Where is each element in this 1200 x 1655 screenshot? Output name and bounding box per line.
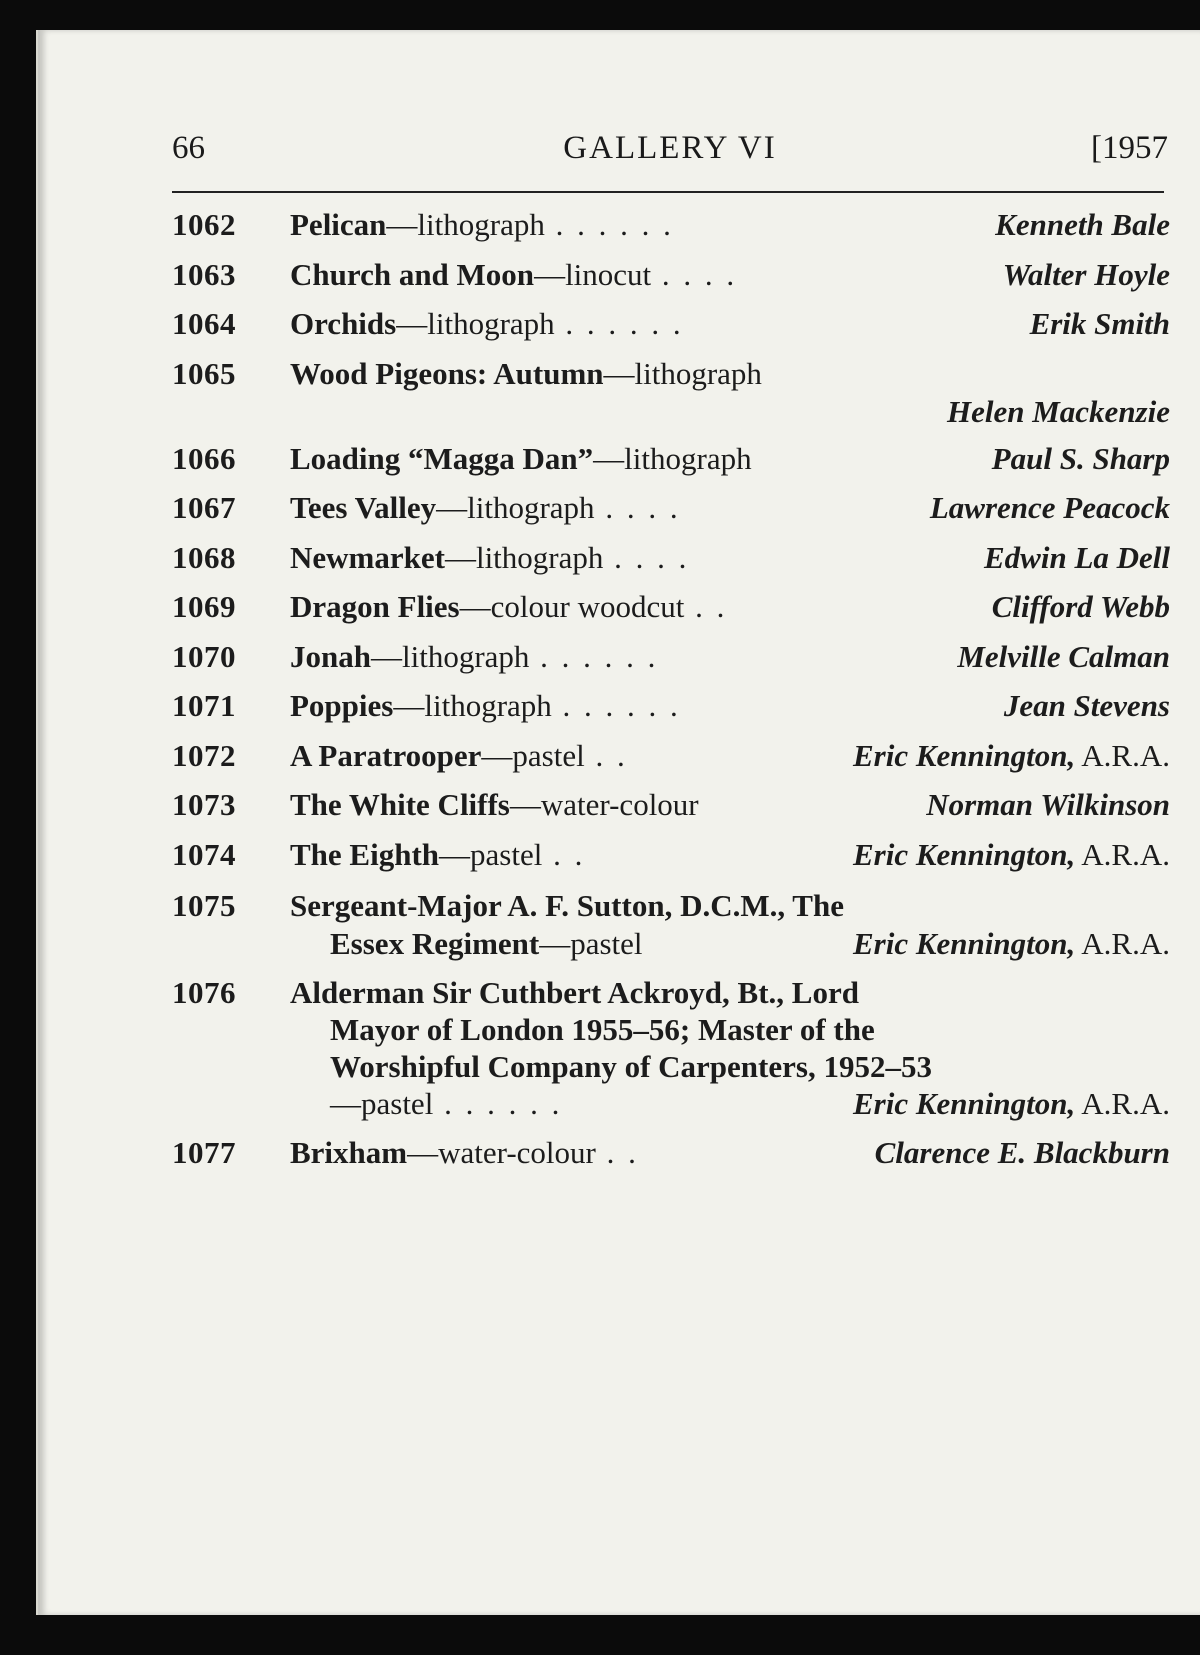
catalogue-entry <box>172 681 1170 731</box>
entry-number: 1073 <box>172 787 236 822</box>
catalogue-entries <box>172 200 1170 1178</box>
catalogue-entry <box>172 250 1170 300</box>
entry-number: 1069 <box>172 589 236 624</box>
entry-title: A Paratrooper—pastel . . <box>290 737 628 773</box>
entry-artist: Walter Hoyle <box>1002 256 1170 292</box>
entry-title-line: Worshipful Company of Carpenters, 1952–53 <box>330 1049 932 1084</box>
entry-artist: Eric Kennington, A.R.A. <box>853 926 1170 961</box>
catalogue-entry <box>172 780 1170 830</box>
catalogue-entry <box>172 632 1170 682</box>
entry-number: 1074 <box>172 836 236 872</box>
entry-number: 1068 <box>172 539 236 575</box>
header-rule <box>172 191 1164 193</box>
entry-number: 1063 <box>172 256 236 292</box>
entry-number: 1076 <box>172 975 236 1010</box>
entry-number: 1071 <box>172 688 236 723</box>
entry-artist: Kenneth Bale <box>995 207 1170 242</box>
entry-artist: Norman Wilkinson <box>926 787 1170 822</box>
entry-title: Church and Moon—linocut . . . . <box>290 256 738 292</box>
entry-title: Tees Valley—lithograph . . . . <box>290 490 681 525</box>
catalogue-year: [1957 <box>1091 130 1168 166</box>
entry-artist: Jean Stevens <box>1003 688 1170 723</box>
catalogue-entry <box>172 830 1170 880</box>
entry-number: 1064 <box>172 306 236 341</box>
entry-artist: Paul S. Sharp <box>991 440 1170 476</box>
catalogue-entry <box>172 533 1170 583</box>
entry-number: 1067 <box>172 490 236 525</box>
catalogue-entry <box>172 434 1170 484</box>
entry-artist: Helen Mackenzie <box>947 393 1170 429</box>
entry-title-line: Mayor of London 1955–56; Master of the <box>330 1012 875 1047</box>
entry-title-line: Essex Regiment—pastel <box>330 926 643 961</box>
page-header <box>172 130 1168 180</box>
entry-artist: Melville Calman <box>957 638 1170 674</box>
catalogue-entry <box>172 483 1170 533</box>
entry-artist: Eric Kennington, A.R.A. <box>853 1086 1170 1121</box>
catalogue-entry <box>172 887 1170 964</box>
entry-artist: Eric Kennington, A.R.A. <box>853 737 1170 773</box>
entry-title: Loading “Magga Dan”—lithograph <box>290 440 752 476</box>
entry-title: Pelican—lithograph . . . . . . <box>290 207 674 242</box>
entry-title: Wood Pigeons: Autumn—lithograph <box>290 355 762 391</box>
entry-artist: Clarence E. Blackburn <box>874 1135 1170 1170</box>
entry-number: 1070 <box>172 638 236 674</box>
catalogue-entry <box>172 200 1170 250</box>
entry-title-line: Sergeant-Major A. F. Sutton, D.C.M., The <box>290 888 844 923</box>
entry-artist: Lawrence Peacock <box>929 490 1170 525</box>
entry-title: Brixham—water-colour . . <box>290 1135 639 1170</box>
entry-number: 1072 <box>172 737 236 773</box>
gallery-title: GALLERY VI <box>563 130 777 166</box>
entry-title: Orchids—lithograph . . . . . . <box>290 306 684 341</box>
entry-artist: Clifford Webb <box>991 589 1170 624</box>
catalogue-entry <box>172 974 1170 1122</box>
entry-artist: Edwin La Dell <box>983 539 1170 575</box>
catalogue-entry <box>172 1128 1170 1178</box>
entry-title: The White Cliffs—water-colour <box>290 787 699 822</box>
page-number: 66 <box>172 130 205 166</box>
entry-title: Poppies—lithograph . . . . . . <box>290 688 681 723</box>
catalogue-entry <box>172 582 1170 632</box>
catalogue-entry <box>172 731 1170 781</box>
entry-title: Dragon Flies—colour woodcut . . <box>290 589 728 624</box>
entry-artist: Eric Kennington, A.R.A. <box>853 836 1170 872</box>
entry-number: 1075 <box>172 888 236 923</box>
entry-title: Jonah—lithograph . . . . . . <box>290 638 659 674</box>
entry-title-line: —pastel . . . . . . <box>330 1086 563 1121</box>
entry-number: 1077 <box>172 1135 236 1170</box>
entry-artist: Erik Smith <box>1029 306 1170 341</box>
entry-title-line: Alderman Sir Cuthbert Ackroyd, Bt., Lord <box>290 975 859 1010</box>
entry-number: 1065 <box>172 355 236 391</box>
catalogue-entry <box>172 299 1170 349</box>
catalogue-entry <box>172 355 1170 434</box>
entry-title: Newmarket—lithograph . . . . <box>290 539 690 575</box>
entry-number: 1062 <box>172 207 236 242</box>
entry-number: 1066 <box>172 440 236 476</box>
entry-title: The Eighth—pastel . . <box>290 836 586 872</box>
